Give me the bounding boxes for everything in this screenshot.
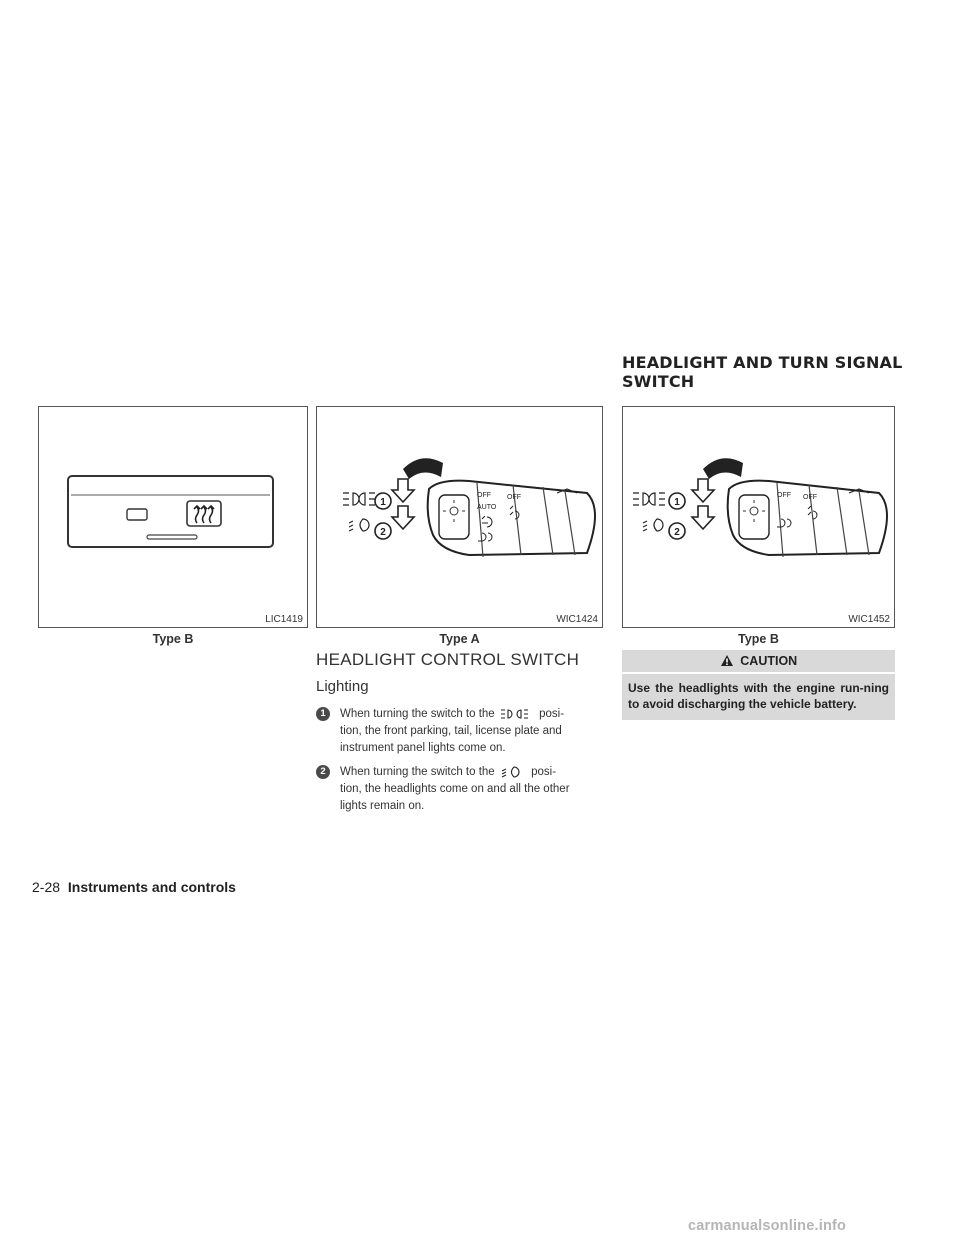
svg-text:1: 1: [380, 497, 386, 508]
parking-light-icon: [500, 708, 534, 720]
headlight-switch-illustration: [623, 407, 894, 627]
section-heading-line-2: SWITCH: [622, 372, 695, 391]
parking-light-symbol: [343, 493, 375, 505]
headlight-control-title: HEADLIGHT CONTROL SWITCH: [316, 650, 580, 669]
figure-defroster-switch: [38, 406, 308, 628]
lighting-subtitle: Lighting: [316, 678, 369, 695]
caution-title: CAUTION: [740, 654, 798, 668]
caution-text: Use the headlights with the engine run-ning to avoid discharging the vehicle battery.: [628, 681, 889, 711]
callout-1: [669, 493, 685, 509]
caution-box: [622, 650, 895, 720]
item-text-line: tion, the headlights come on and all the other: [340, 783, 570, 795]
off-label: OFF: [777, 492, 791, 499]
down-arrow: [392, 479, 414, 502]
figure-code: WIC1424: [556, 614, 598, 625]
callout-2: [669, 523, 685, 539]
caution-header: [622, 650, 895, 674]
down-arrow: [392, 506, 414, 529]
list-item: [316, 764, 606, 815]
svg-text:2: 2: [380, 527, 386, 538]
watermark: carmanualsonline.info: [688, 1218, 847, 1234]
figure-caption: Type B: [738, 632, 779, 646]
item-text-line: tion, the front parking, tail, license plate and: [340, 725, 562, 737]
parking-light-symbol: [633, 493, 665, 505]
figure-headlight-switch-type-b: [622, 406, 895, 628]
svg-text:1: 1: [674, 497, 680, 508]
item-text-line: instrument panel lights come on.: [340, 742, 506, 754]
callout-1: [375, 493, 391, 509]
page-number: 2-28: [32, 879, 61, 895]
step-number: 1: [316, 707, 330, 721]
figure-caption: Type A: [439, 632, 480, 646]
headlight-symbol: [643, 519, 663, 531]
section-heading-line-1: HEADLIGHT AND TURN SIGNAL: [622, 353, 903, 372]
svg-text:2: 2: [674, 527, 680, 538]
item-text-after: posi-: [531, 766, 557, 778]
figure-code: LIC1419: [265, 614, 303, 625]
item-text-line: lights remain on.: [340, 800, 425, 812]
headlight-switch-illustration: [317, 407, 602, 627]
item-text-before: When turning the switch to the: [340, 708, 495, 720]
off-label: OFF: [507, 494, 521, 501]
list-item: [316, 706, 606, 757]
down-arrow: [692, 506, 714, 529]
warning-icon: [720, 654, 734, 667]
step-number: 2: [316, 765, 330, 779]
off-label: OFF: [477, 492, 491, 499]
item-text-before: When turning the switch to the: [340, 766, 495, 778]
switch-button-blank: [127, 509, 147, 520]
page-footer: [32, 879, 236, 895]
auto-label: AUTO: [477, 504, 497, 511]
headlight-icon: [500, 766, 526, 778]
figure-caption: Type B: [152, 632, 194, 646]
defroster-switch-illustration: [39, 407, 307, 627]
item-text-after: posi-: [539, 708, 565, 720]
headlight-symbol: [349, 519, 369, 531]
footer-section-title: Instruments and controls: [67, 879, 236, 895]
callout-2: [375, 523, 391, 539]
off-label: OFF: [803, 494, 817, 501]
section-heading: [622, 353, 922, 391]
down-arrow: [692, 479, 714, 502]
figure-headlight-switch-type-a: [316, 406, 603, 628]
figure-code: WIC1452: [848, 614, 890, 625]
